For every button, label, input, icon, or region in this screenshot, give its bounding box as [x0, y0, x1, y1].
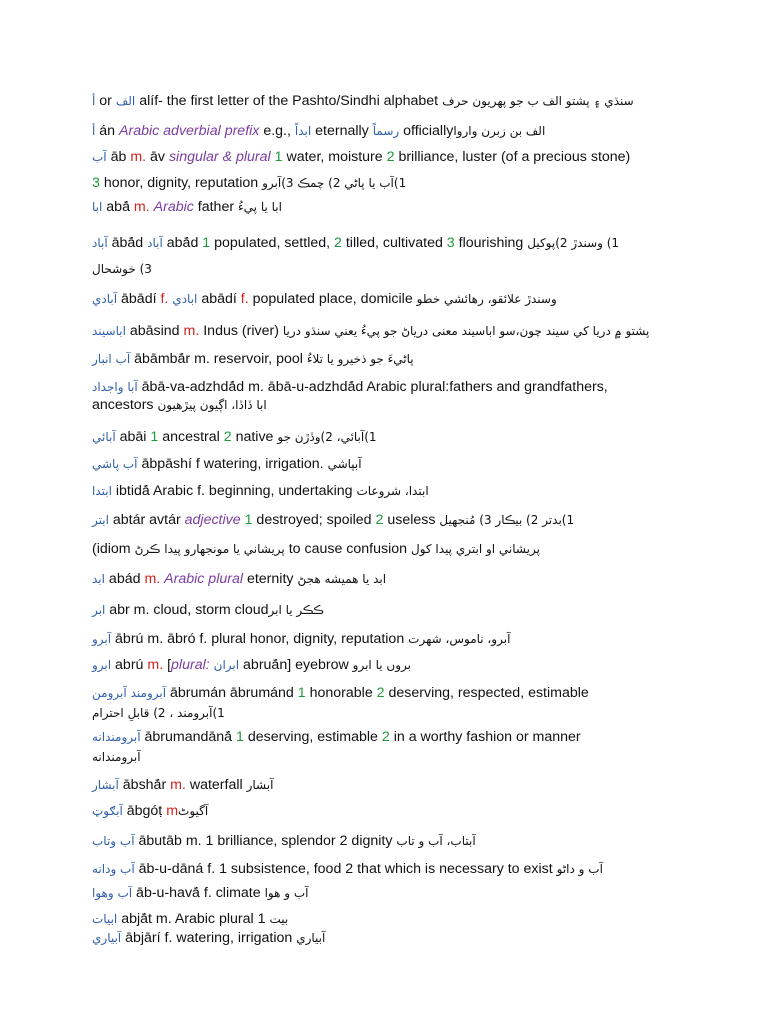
entry-text: ancestors [92, 397, 158, 413]
dictionary-entry-line [92, 396, 267, 414]
entry-text: useless [383, 512, 440, 528]
dictionary-entry-line [92, 92, 634, 110]
arabic-script-text: ابا [92, 200, 103, 214]
entry-text: populated, settled, [210, 235, 335, 251]
styled-text-green: 2 [381, 729, 390, 745]
entry-text: án [95, 123, 120, 139]
entry-text: ābā́d [107, 235, 148, 251]
styled-text-green: 1 [297, 685, 306, 701]
styled-text-purple: singular & plural [168, 149, 271, 165]
entry-text: eternally [311, 123, 373, 139]
styled-text-red: m. [133, 199, 150, 215]
entry-text: abruā́n] eyebrow [239, 657, 353, 673]
entry-text: in a worthy fashion or manner [389, 729, 581, 745]
arabic-script-text: 1) وسندڙ 2)پوکيل [527, 236, 620, 250]
entry-text: abr m. cloud, storm cloud [105, 602, 269, 618]
arabic-script-text: پاڻيءَ جو ذخيرو يا تلاءُ [306, 352, 414, 366]
dictionary-entry-line [92, 378, 608, 396]
styled-text-red: m. [144, 571, 161, 587]
styled-text-red: f. [160, 291, 169, 307]
entry-text: Indus (river) [199, 323, 283, 339]
dictionary-entry-line [92, 234, 619, 252]
arabic-script-text: ڪڪر يا ابر [268, 603, 324, 617]
arabic-script-text: آبګوټ [92, 804, 123, 818]
entry-text: deserving, estimable [243, 729, 382, 745]
arabic-script-text: پشتو ۾ دريا کي سيند چون،سو اباسيند معنى درياڻ جو پيءُ يعني سنڌو دريا [282, 324, 650, 338]
dictionary-entry-line [92, 748, 141, 766]
entry-text: to cause confusion [284, 541, 411, 557]
entry-text: officially [399, 123, 454, 139]
arabic-script-text: آبرومندانه [92, 730, 141, 744]
entry-text: āb [106, 149, 131, 165]
arabic-script-text: آباد [92, 236, 108, 250]
arabic-script-text: آبشار [246, 778, 274, 792]
arabic-script-text: أ [92, 124, 96, 138]
dictionary-entry-line [92, 322, 649, 340]
styled-text-red: f. [240, 291, 249, 307]
dictionary-entry-line [92, 832, 476, 850]
arabic-script-text: ابيات [92, 912, 118, 926]
styled-text-green: 1 [150, 429, 159, 445]
dictionary-entry-line [92, 776, 273, 794]
arabic-script-text: ابر [92, 603, 106, 617]
arabic-script-text: آب و هوا [264, 886, 309, 900]
arabic-script-text: آبا واجداد [92, 380, 138, 394]
arabic-script-text: ابداً [294, 124, 312, 138]
entry-text: ibtidā́ Arabic f. beginning, undertaking [111, 483, 357, 499]
styled-text-purple: plural: [171, 657, 210, 673]
arabic-script-text: آب [92, 150, 107, 164]
dictionary-entry-line [92, 511, 574, 529]
dictionary-entry-line [92, 290, 557, 308]
styled-text-green: 2 [375, 512, 384, 528]
styled-text-green: 2 [223, 429, 232, 445]
styled-text-red: m. [170, 777, 186, 793]
entry-text: ancestral [158, 429, 224, 445]
entry-text: father [193, 199, 239, 215]
entry-text: abā́ [102, 199, 134, 215]
entry-text: āb-u-havā́ f. climate [132, 885, 265, 901]
dictionary-entry-line [92, 455, 362, 473]
entry-text: honorable [305, 685, 377, 701]
entry-text: ābrumandānā́ [140, 729, 236, 745]
styled-text-purple: Arabic [153, 199, 194, 215]
dictionary-entry-line [92, 570, 386, 588]
arabic-script-text: آبشار [92, 778, 119, 792]
dictionary-entry-line [92, 684, 589, 702]
arabic-script-text: آبرو، ناموس، شهرت [408, 632, 511, 646]
arabic-script-text: الف بن زبرن واروا [453, 124, 546, 138]
arabic-script-text: ابادي [172, 292, 198, 306]
arabic-script-text: آبياري [92, 931, 122, 945]
arabic-script-text: آبتاب، آب و تاب [396, 834, 476, 848]
arabic-script-text: ابرو [92, 658, 112, 672]
entry-text: flourishing [454, 235, 528, 251]
dictionary-entry-line [92, 350, 414, 368]
entry-text: abāi [115, 429, 151, 445]
arabic-script-text: اباسيند [92, 324, 126, 338]
entry-text: abāsind [125, 323, 184, 339]
entry-text: ābādí [117, 291, 161, 307]
styled-text-green: 2 [386, 149, 395, 165]
arabic-script-text: 1)بدتر 2) بيڪار 3) مُنجهيل [439, 513, 575, 527]
arabic-script-text: آبادي [92, 292, 118, 306]
arabic-script-text: 1)آبرومند ، 2) قابلِ احترام [92, 706, 225, 720]
arabic-script-text: 1)آب يا پاڻي 2) چمڪ 3)آبرو [262, 176, 407, 190]
styled-text-green: 2 [334, 235, 342, 251]
arabic-script-text: آبرومن [92, 686, 127, 700]
dictionary-entry-line [92, 260, 152, 278]
arabic-script-text: آب وتاب [92, 834, 135, 848]
dictionary-entry-line [92, 929, 325, 947]
entry-text: honor, dignity, reputation [99, 175, 263, 191]
arabic-script-text: سنڌي ۽ پشتو الف ب جو پهريون حرف [442, 94, 634, 108]
arabic-script-text: 3) خوشحال [92, 262, 152, 276]
arabic-script-text: آبياري [296, 931, 326, 945]
arabic-script-text: آگيوٹ [178, 804, 209, 818]
entry-text: āv [146, 149, 169, 165]
entry-text: tilled, cultivated [341, 235, 447, 251]
dictionary-entry-line [92, 860, 603, 878]
arabic-script-text: آبپاشي [327, 457, 362, 471]
arabic-script-text: ابتر [92, 513, 109, 527]
entry-text: water, moisture [282, 149, 387, 165]
entry-text: abád [104, 571, 145, 587]
entry-text: alíf- the first letter of the Pashto/Sindhi alphabet [135, 93, 443, 109]
arabic-script-text: بيت [269, 912, 289, 926]
dictionary-entry-line [92, 148, 630, 166]
arabic-script-text: ابا يا پيءُ [238, 200, 282, 214]
styled-text-red: m. [130, 149, 147, 165]
dictionary-entry-line [92, 601, 324, 619]
entry-text: waterfall [185, 777, 247, 793]
entry-text: āb-u-dāná f. 1 subsistence, food 2 that which is necessary to exist [134, 861, 557, 877]
dictionary-entry-line [92, 198, 282, 216]
arabic-script-text: آبرو [92, 632, 112, 646]
dictionary-entry-line [92, 122, 545, 140]
entry-text: ābāmbā́r m. reservoir, pool [130, 351, 307, 367]
dictionary-entry-line [92, 482, 429, 500]
entry-text: abrú [111, 657, 148, 673]
entry-text: or [95, 93, 116, 109]
styled-text-red: m. [183, 323, 200, 339]
arabic-script-text: ابد [92, 572, 105, 586]
arabic-script-text: رسماً [372, 124, 400, 138]
arabic-script-text: ابا ڏاڏا، اڳيون پيڙهيون [157, 398, 267, 412]
dictionary-entry-line [92, 704, 225, 722]
styled-text-purple: adjective [184, 512, 241, 528]
styled-text-green: 1 [274, 149, 283, 165]
entry-text: ābā-va-adzhdā́d m. ābā-u-adzhdā́d Arabic plural:fathers and grandfathers, [137, 379, 608, 395]
arabic-script-text: آب وهوا [92, 886, 133, 900]
arabic-script-text: الف [115, 94, 136, 108]
styled-text-green: 2 [376, 685, 385, 701]
entry-text: native [231, 429, 278, 445]
entry-text: abā́d [162, 235, 203, 251]
styled-text-green: 1 [202, 235, 211, 251]
arabic-script-text: ابد يا هميشه هجڻ [297, 572, 387, 586]
entry-text: populated place, domicile [248, 291, 417, 307]
dictionary-entry-line [92, 428, 377, 446]
dictionary-entry-line [92, 728, 581, 746]
entry-text: ābrumán ābrumánd [166, 685, 298, 701]
entry-text: deserving, respected, estimable [384, 685, 589, 701]
arabic-script-text: آب پاشي [92, 457, 138, 471]
entry-text: destroyed; spoiled [252, 512, 376, 528]
styled-text-green: 1 [244, 512, 253, 528]
entry-text: (idiom [92, 541, 135, 557]
arabic-script-text: آبائي [92, 430, 116, 444]
arabic-script-text: ابران [213, 658, 240, 672]
styled-text-purple: Arabic plural [164, 571, 244, 587]
entry-text: brilliance, luster (of a precious stone) [394, 149, 631, 165]
dictionary-entry-line [92, 630, 510, 648]
arabic-script-text: بروں يا ابرو [352, 658, 411, 672]
arabic-script-text: آب انبار [92, 352, 131, 366]
styled-text-green: 3 [92, 175, 100, 191]
styled-text-green: 3 [446, 235, 455, 251]
arabic-script-text: وسندڙ علائقو، رهائشي خطو [416, 292, 557, 306]
entry-text: abjā́t m. Arabic plural 1 [117, 911, 270, 927]
dictionary-entry-line [92, 910, 288, 928]
arabic-script-text: آبرومندانه [92, 750, 141, 764]
entry-text: ābshā́r [118, 777, 171, 793]
dictionary-entry-line [92, 656, 411, 674]
entry-text: abtár avtár [108, 512, 185, 528]
arabic-script-text: 1)آبائي، 2)وڏڙن جو [277, 430, 377, 444]
dictionary-entry-line [92, 884, 309, 902]
arabic-script-text: آبرومند [130, 686, 167, 700]
arabic-script-text: ابتدا، شروعات [356, 484, 429, 498]
entry-text: ābrú m. ābró f. plural honor, dignity, reputation [111, 631, 409, 647]
arabic-script-text: آباد [147, 236, 163, 250]
entry-text: [ [163, 657, 172, 673]
dictionary-entry-line [92, 174, 406, 192]
entry-text: ābgóṭ [122, 803, 167, 819]
entry-text: ābpāshí f watering, irrigation. [137, 456, 328, 472]
entry-text: e.g., [259, 123, 295, 139]
arabic-script-text: آب ودانه [92, 862, 135, 876]
dictionary-entry-line [92, 540, 540, 558]
arabic-script-text: پريشاني يا مونجهارو پيدا ڪرڻ [134, 542, 285, 556]
arabic-script-text: أ [92, 94, 96, 108]
arabic-script-text: پريشاني او ابتري پيدا کول [410, 542, 540, 556]
arabic-script-text: ابتدا [92, 484, 112, 498]
entry-text: abādí [197, 291, 241, 307]
styled-text-red: m [166, 803, 179, 819]
styled-text-green: 1 [236, 729, 244, 745]
entry-text: eternity [243, 571, 298, 587]
entry-text: ābutāb m. 1 brilliance, splendor 2 dignity [134, 833, 397, 849]
entry-text: ābjārí f. watering, irrigation [121, 930, 297, 946]
dictionary-entry-line [92, 802, 208, 820]
styled-text-red: m. [147, 657, 164, 673]
arabic-script-text: آب و داڻو [556, 862, 603, 876]
styled-text-purple: Arabic adverbial prefix [119, 123, 260, 139]
